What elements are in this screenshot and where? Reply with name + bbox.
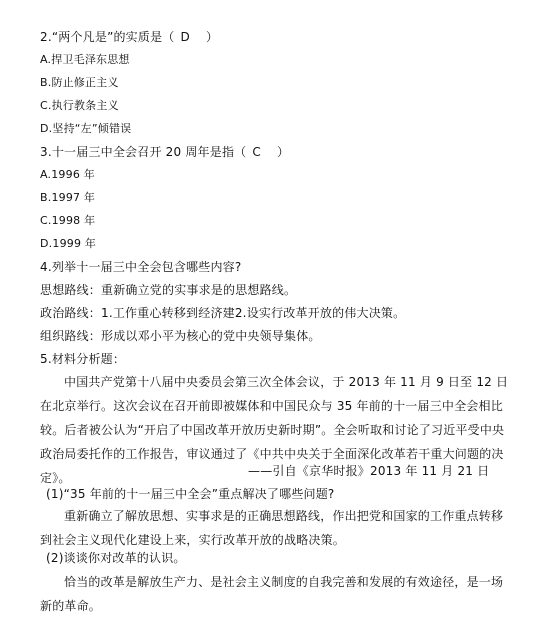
- question-3-option-c: C.1998 年: [40, 214, 96, 227]
- question-2-suffix: ）: [205, 30, 219, 44]
- question-2-prefix: 2.“两个凡是”的实质是（: [40, 30, 175, 44]
- question-2-answer: D: [180, 30, 190, 44]
- question-3: [40, 144, 289, 160]
- question-3-option-b: B.1997 年: [40, 191, 96, 204]
- question-3-option-d: D.1999 年: [40, 237, 97, 250]
- question-5-material: 中国共产党第十八届中央委员会第三次全体会议，于 2013 年 11 月 9 日至 12 日在北京举行。这次会议在召开前即被媒体和中国民众与 35 年前的十一届三中全会相比较。后者被公认为“开启了中国改革开放历史新时期”。全会听取和讨论了习近平受中央政治局委托作的工作报告，审议通过了《中共中央关于全面深化改革若干重大问题的决定》。: [40, 375, 509, 485]
- question-4-organizational-line: 组织路线：形成以邓小平为核心的党中央领导集体。: [40, 329, 321, 343]
- question-5-title: 5.材料分析题：: [40, 352, 126, 366]
- question-2: [40, 29, 218, 45]
- question-4-title: 4.列举十一届三中全会包含哪些内容?: [40, 260, 242, 274]
- question-3-suffix: ）: [276, 145, 290, 159]
- question-3-prefix: 3.十一届三中全会召开 20 周年是指（: [40, 145, 247, 159]
- sub-question-2: (2)谈谈你对改革的认识。: [46, 551, 186, 565]
- sub-question-1-answer: 重新确立了解放思想、实事求是的正确思想路线，作出把党和国家的工作重点转移到社会主义现代化建设上来，实行改革开放的战略决策。: [40, 509, 504, 547]
- question-3-answer: C: [252, 145, 261, 159]
- question-4-political-line: 政治路线：1.工作重心转移到经济建2.设实行改革开放的伟大决策。: [40, 306, 406, 320]
- question-2-option-d: D.坚持“左”倾错误: [40, 122, 132, 135]
- question-2-option-b: B.防止修正主义: [40, 76, 119, 89]
- question-2-option-c: C.执行教条主义: [40, 99, 119, 112]
- sub-question-2-answer: 恰当的改革是解放生产力、是社会主义制度的自我完善和发展的有效途径，是一场新的革命。: [40, 575, 504, 613]
- question-4-ideological-line: 思想路线：重新确立党的实事求是的思想路线。: [40, 283, 297, 297]
- material-source: ——引自《京华时报》2013 年 11 月 21 日: [248, 464, 490, 478]
- question-3-option-a: A.1996 年: [40, 168, 95, 181]
- sub-question-1: (1)“35 年前的十一届三中全会”重点解决了哪些问题?: [46, 487, 335, 501]
- question-2-option-a: A.捍卫毛泽东思想: [40, 53, 130, 66]
